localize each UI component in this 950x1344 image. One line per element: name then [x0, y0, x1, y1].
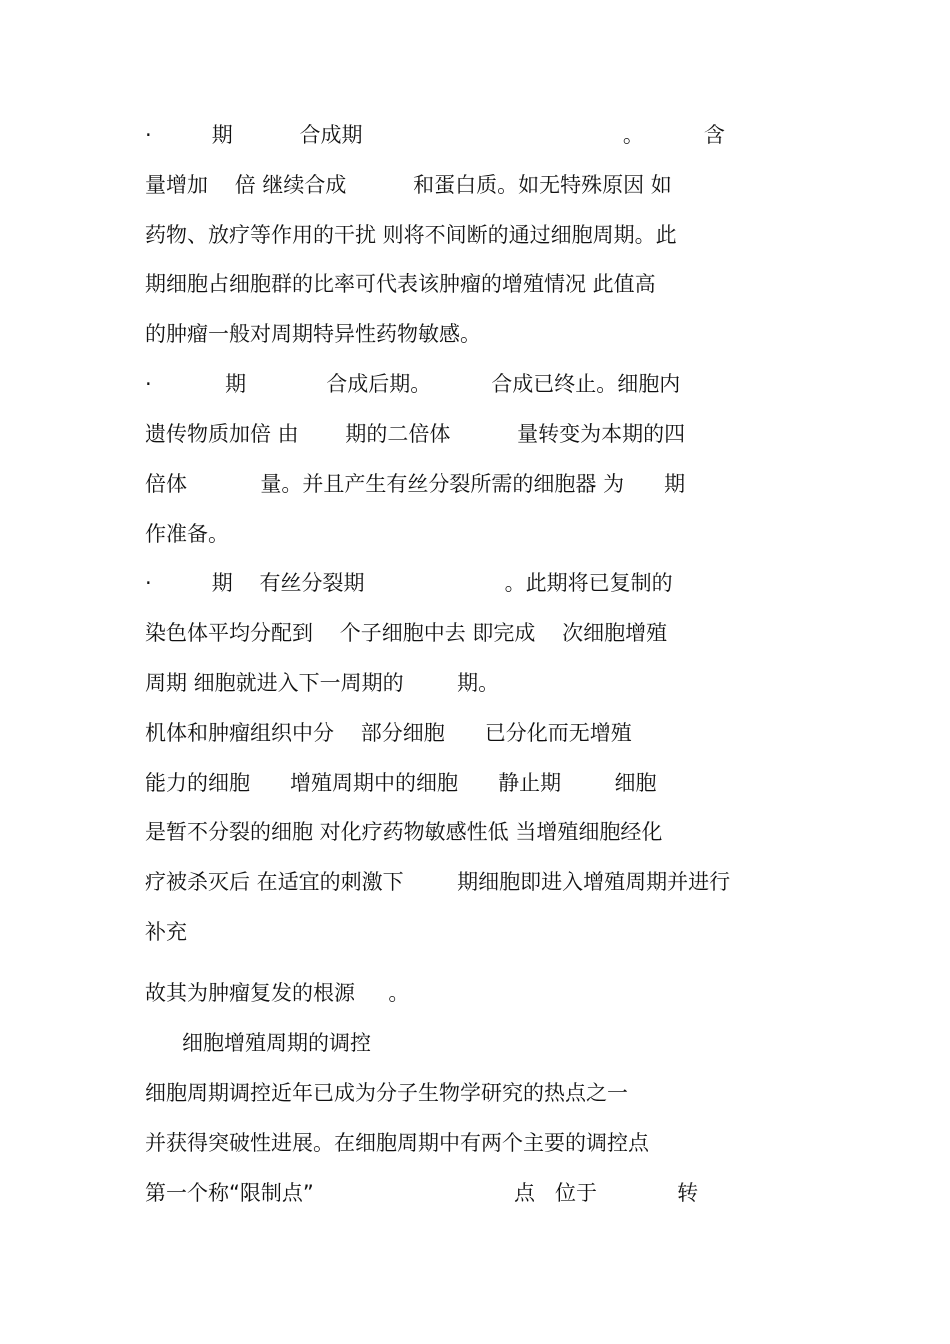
text-line: 药物、放疗等作用的干扰 则将不间断的通过细胞周期。此	[145, 223, 677, 247]
text-line: 量增加 倍 继续合成 和蛋白质。如无特殊原因 如	[145, 173, 672, 197]
text-line: 能力的细胞 增殖周期中的细胞 静止期 细胞	[145, 771, 657, 795]
text-line: 作准备。	[145, 522, 229, 546]
text-line: 染色体平均分配到 个子细胞中去 即完成 次细胞增殖	[145, 621, 668, 645]
text-line: 机体和肿瘤组织中分 部分细胞 已分化而无增殖	[145, 721, 632, 745]
text-line: 第一个称“限制点” 点 位于 转	[145, 1181, 699, 1205]
text-line: 是暂不分裂的细胞 对化疗药物敏感性低 当增殖细胞经化	[145, 820, 663, 844]
text-line: 期细胞占细胞群的比率可代表该肿瘤的增殖情况 此值高	[145, 272, 656, 296]
text-line: 并获得突破性进展。在细胞周期中有两个主要的调控点	[145, 1131, 649, 1155]
text-line: · 期 合成后期。 合成已终止。细胞内	[145, 372, 681, 396]
section-heading: 细胞增殖周期的调控	[182, 1031, 371, 1055]
text-line: 补充	[145, 920, 187, 944]
text-line: 周期 细胞就进入下一周期的 期。	[145, 671, 500, 695]
text-line: · 期 有丝分裂期 。此期将已复制的	[145, 571, 673, 595]
text-line: 的肿瘤一般对周期特异性药物敏感。	[145, 322, 481, 346]
text-line: 遗传物质加倍 由 期的二倍体 量转变为本期的四	[145, 422, 686, 446]
text-line: · 期 合成期 。 含	[145, 123, 725, 147]
text-line: 倍体 量。并且产生有丝分裂所需的细胞器 为 期	[145, 472, 686, 496]
text-line: 疗被杀灭后 在适宜的刺激下 期细胞即进入增殖周期并进行	[145, 870, 731, 894]
text-line: 细胞周期调控近年已成为分子生物学研究的热点之一	[145, 1081, 628, 1105]
text-line: 故其为肿瘤复发的根源 。	[145, 981, 410, 1005]
